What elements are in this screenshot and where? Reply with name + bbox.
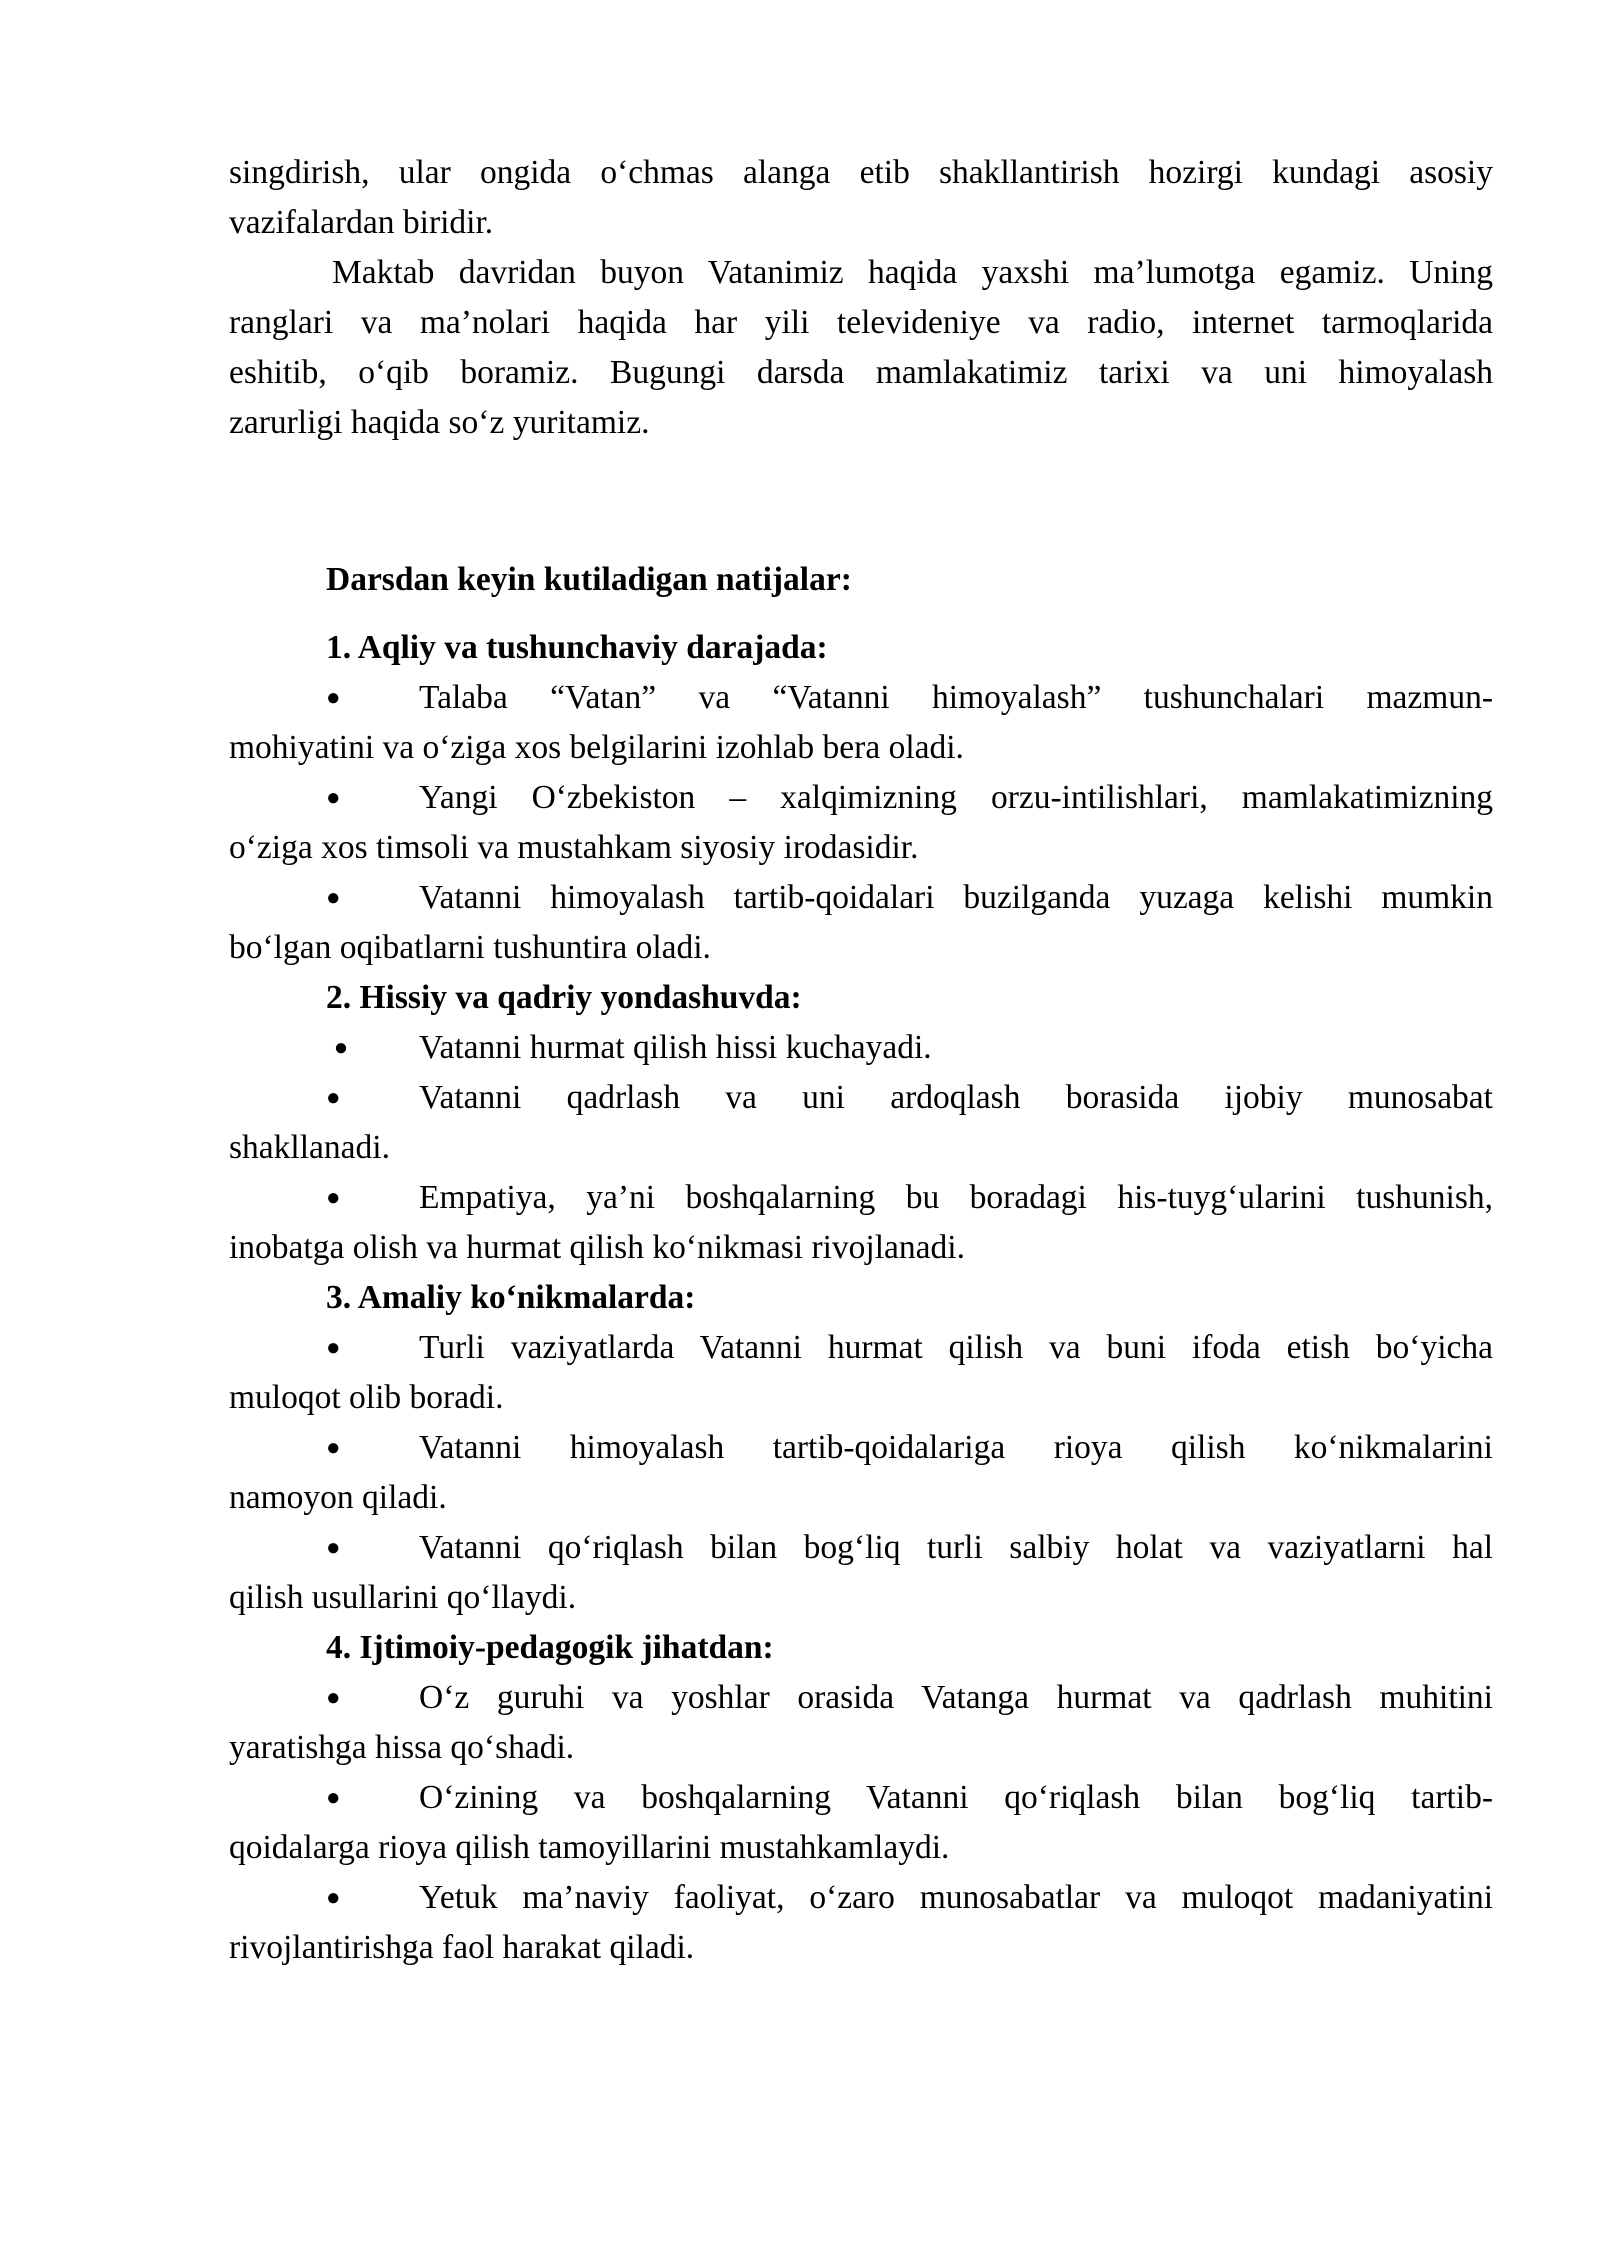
section-heading: 2. Hissiy va qadriy yondashuvda: xyxy=(326,979,802,1016)
list-item-continuation: inobatga olish va hurmat qilish ko‘nikmasi rivojlanadi. xyxy=(229,1229,965,1266)
intro-line: Maktab davridan buyon Vatanimiz haqida yaxshi ma’lumotga egamiz. Uning xyxy=(332,254,1493,291)
list-item-continuation: muloqot olib boradi. xyxy=(229,1379,504,1416)
intro-line: vazifalardan biridir. xyxy=(229,204,494,241)
section-1 xyxy=(229,623,1493,973)
bullet-icon: ● xyxy=(333,1035,349,1061)
list-item-continuation: yaratishga hissa qo‘shadi. xyxy=(229,1729,575,1766)
list-item xyxy=(229,1023,1493,1073)
list-item-continuation: mohiyatini va o‘ziga xos belgilarini izohlab bera oladi. xyxy=(229,729,964,766)
list-item xyxy=(229,1423,1493,1473)
section-heading: 4. Ijtimoiy-pedagogik jihatdan: xyxy=(326,1629,774,1666)
document-body xyxy=(229,148,1493,1973)
list-item-continuation: namoyon qiladi. xyxy=(229,1479,447,1516)
list-item-text: Vatanni qo‘riqlash bilan bog‘liq turli salbiy holat va vaziyatlarni hal xyxy=(419,1529,1493,1566)
bullet-icon: ● xyxy=(326,785,341,811)
section-4 xyxy=(229,1623,1493,1973)
bullet-icon: ● xyxy=(326,885,341,911)
list-item-text: Vatanni himoyalash tartib-qoidalariga rioya qilish ko‘nikmalarini xyxy=(419,1429,1493,1466)
list-item xyxy=(229,1773,1493,1823)
list-item xyxy=(229,1673,1493,1723)
list-item-continuation: bo‘lgan oqibatlarni tushuntira oladi. xyxy=(229,929,711,966)
intro-line: eshitib, o‘qib boramiz. Bugungi darsda mamlakatimiz tarixi va uni himoyalash xyxy=(229,354,1493,391)
section-2 xyxy=(229,973,1493,1273)
list-item-text: Vatanni hurmat qilish hissi kuchayadi. xyxy=(419,1029,932,1066)
list-item-continuation: shakllanadi. xyxy=(229,1129,390,1166)
section-heading: 3. Amaliy ko‘nikmalarda: xyxy=(326,1279,696,1316)
section-heading: 1. Aqliy va tushunchaviy darajada: xyxy=(326,629,828,666)
list-item xyxy=(229,1173,1493,1223)
list-item-continuation: o‘ziga xos timsoli va mustahkam siyosiy irodasidir. xyxy=(229,829,919,866)
bullet-icon: ● xyxy=(326,1785,341,1811)
list-item-text: O‘zining va boshqalarning Vatanni qo‘riqlash bilan bog‘liq tartib- xyxy=(419,1779,1493,1816)
list-item-text: O‘z guruhi va yoshlar orasida Vatanga hurmat va qadrlash muhitini xyxy=(419,1679,1493,1716)
intro-line: ranglari va ma’nolari haqida har yili televideniye va radio, internet tarmoqlarida xyxy=(229,304,1493,341)
intro-paragraphs xyxy=(229,148,1493,448)
bullet-icon: ● xyxy=(326,1685,341,1711)
list-item xyxy=(229,1873,1493,1923)
intro-line: zarurligi haqida so‘z yuritamiz. xyxy=(229,404,650,441)
list-item-text: Yetuk ma’naviy faoliyat, o‘zaro munosabatlar va muloqot madaniyatini xyxy=(419,1879,1493,1916)
list-item-continuation: qoidalarga rioya qilish tamoyillarini mustahkamlaydi. xyxy=(229,1829,950,1866)
bullet-icon: ● xyxy=(326,1185,341,1211)
list-item-text: Yangi O‘zbekiston – xalqimizning orzu-intilishlari, mamlakatimizning xyxy=(419,779,1493,816)
bullet-icon: ● xyxy=(326,1535,341,1561)
list-item xyxy=(229,773,1493,823)
list-item-text: Vatanni qadrlash va uni ardoqlash borasida ijobiy munosabat xyxy=(419,1079,1493,1116)
results-heading: Darsdan keyin kutiladigan natijalar: xyxy=(326,561,852,598)
bullet-icon: ● xyxy=(326,685,341,711)
list-item-text: Empatiya, ya’ni boshqalarning bu boradagi his-tuyg‘ularini tushunish, xyxy=(419,1179,1493,1216)
list-item-continuation: rivojlantirishga faol harakat qiladi. xyxy=(229,1929,695,1966)
bullet-icon: ● xyxy=(326,1885,341,1911)
list-item xyxy=(229,1323,1493,1373)
list-item xyxy=(229,1073,1493,1123)
list-item xyxy=(229,1523,1493,1573)
list-item-continuation: qilish usullarini qo‘llaydi. xyxy=(229,1579,577,1616)
bullet-icon: ● xyxy=(326,1435,341,1461)
section-3 xyxy=(229,1273,1493,1623)
list-item xyxy=(229,873,1493,923)
list-item-text: Vatanni himoyalash tartib-qoidalari buzilganda yuzaga kelishi mumkin xyxy=(419,879,1493,916)
list-item-text: Talaba “Vatan” va “Vatanni himoyalash” tushunchalari mazmun- xyxy=(419,679,1493,716)
bullet-icon: ● xyxy=(326,1335,341,1361)
bullet-icon: ● xyxy=(326,1085,341,1111)
list-item-text: Turli vaziyatlarda Vatanni hurmat qilish va buni ifoda etish bo‘yicha xyxy=(419,1329,1493,1366)
list-item xyxy=(229,673,1493,723)
intro-line: singdirish, ular ongida o‘chmas alanga etib shakllantirish hozirgi kundagi asosiy xyxy=(229,154,1493,191)
